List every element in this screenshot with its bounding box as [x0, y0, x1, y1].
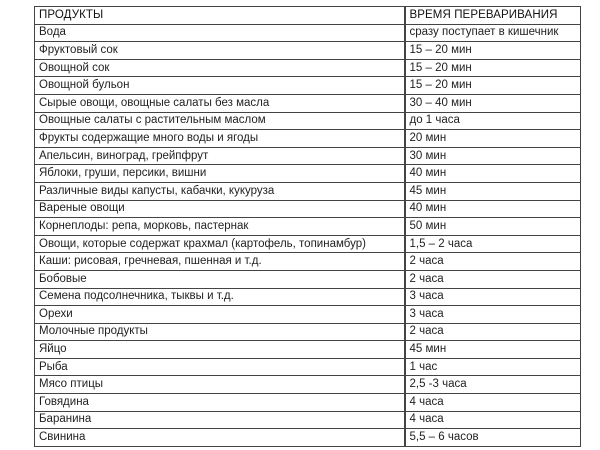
time-cell: 40 мин — [405, 165, 581, 183]
product-cell: Различные виды капусты, кабачки, кукуруза — [35, 182, 405, 200]
time-cell: 1,5 – 2 часа — [405, 235, 581, 253]
time-cell: 50 мин — [405, 218, 581, 236]
time-cell: 45 мин — [405, 341, 581, 359]
table-row — [35, 77, 581, 95]
table-row — [35, 218, 581, 236]
table-row — [35, 394, 581, 412]
table-row — [35, 341, 581, 359]
table-row — [35, 288, 581, 306]
table-row — [35, 165, 581, 183]
table-row — [35, 306, 581, 324]
time-cell: 30 – 40 мин — [405, 94, 581, 112]
time-cell: 20 мин — [405, 130, 581, 148]
product-cell: Яблоки, груши, персики, вишни — [35, 165, 405, 183]
product-cell: Вода — [35, 24, 405, 42]
time-cell: 2 часа — [405, 270, 581, 288]
time-cell: 30 мин — [405, 147, 581, 165]
digestion-time-table — [34, 6, 581, 447]
product-cell: Мясо птицы — [35, 376, 405, 394]
table-row — [35, 182, 581, 200]
product-cell: Семена подсолнечника, тыквы и т.д. — [35, 288, 405, 306]
time-cell: 5,5 – 6 часов — [405, 429, 581, 447]
product-cell: Бобовые — [35, 270, 405, 288]
time-cell: 15 – 20 мин — [405, 77, 581, 95]
time-cell: 1 час — [405, 358, 581, 376]
product-cell: Овощной сок — [35, 59, 405, 77]
time-cell: 4 часа — [405, 394, 581, 412]
product-cell: Говядина — [35, 394, 405, 412]
product-cell: Яйцо — [35, 341, 405, 359]
product-cell: Свинина — [35, 429, 405, 447]
product-cell: Каши: рисовая, гречневая, пшенная и т.д. — [35, 253, 405, 271]
header-products: ПРОДУКТЫ — [35, 7, 405, 25]
time-cell: 3 часа — [405, 306, 581, 324]
time-cell: 2 часа — [405, 253, 581, 271]
time-cell: сразу поступает в кишечник — [405, 24, 581, 42]
table-row — [35, 358, 581, 376]
table-row — [35, 376, 581, 394]
time-cell: 15 – 20 мин — [405, 59, 581, 77]
time-cell: 4 часа — [405, 411, 581, 429]
time-cell: 15 – 20 мин — [405, 42, 581, 60]
table-row — [35, 147, 581, 165]
table-row — [35, 270, 581, 288]
table-row — [35, 235, 581, 253]
time-cell: до 1 часа — [405, 112, 581, 130]
product-cell: Фрукты содержащие много воды и ягоды — [35, 130, 405, 148]
table-row — [35, 112, 581, 130]
table-header-row — [35, 7, 581, 25]
product-cell: Орехи — [35, 306, 405, 324]
time-cell: 45 мин — [405, 182, 581, 200]
header-digestion-time: ВРЕМЯ ПЕРЕВАРИВАНИЯ — [405, 7, 581, 25]
product-cell: Корнеплоды: репа, морковь, пастернак — [35, 218, 405, 236]
table-row — [35, 411, 581, 429]
product-cell: Вареные овощи — [35, 200, 405, 218]
time-cell: 40 мин — [405, 200, 581, 218]
table-row — [35, 323, 581, 341]
table-body — [35, 24, 581, 446]
product-cell: Овощи, которые содержат крахмал (картофель, топинамбур) — [35, 235, 405, 253]
table-row — [35, 253, 581, 271]
product-cell: Фруктовый сок — [35, 42, 405, 60]
table-row — [35, 429, 581, 447]
table-row — [35, 94, 581, 112]
product-cell: Апельсин, виноград, грейпфрут — [35, 147, 405, 165]
product-cell: Баранина — [35, 411, 405, 429]
table-row — [35, 59, 581, 77]
table-row — [35, 24, 581, 42]
product-cell: Молочные продукты — [35, 323, 405, 341]
product-cell: Рыба — [35, 358, 405, 376]
product-cell: Сырые овощи, овощные салаты без масла — [35, 94, 405, 112]
table-row — [35, 200, 581, 218]
time-cell: 2 часа — [405, 323, 581, 341]
table-row — [35, 130, 581, 148]
product-cell: Овощной бульон — [35, 77, 405, 95]
time-cell: 3 часа — [405, 288, 581, 306]
table-row — [35, 42, 581, 60]
product-cell: Овощные салаты с растительным маслом — [35, 112, 405, 130]
time-cell: 2,5 -3 часа — [405, 376, 581, 394]
